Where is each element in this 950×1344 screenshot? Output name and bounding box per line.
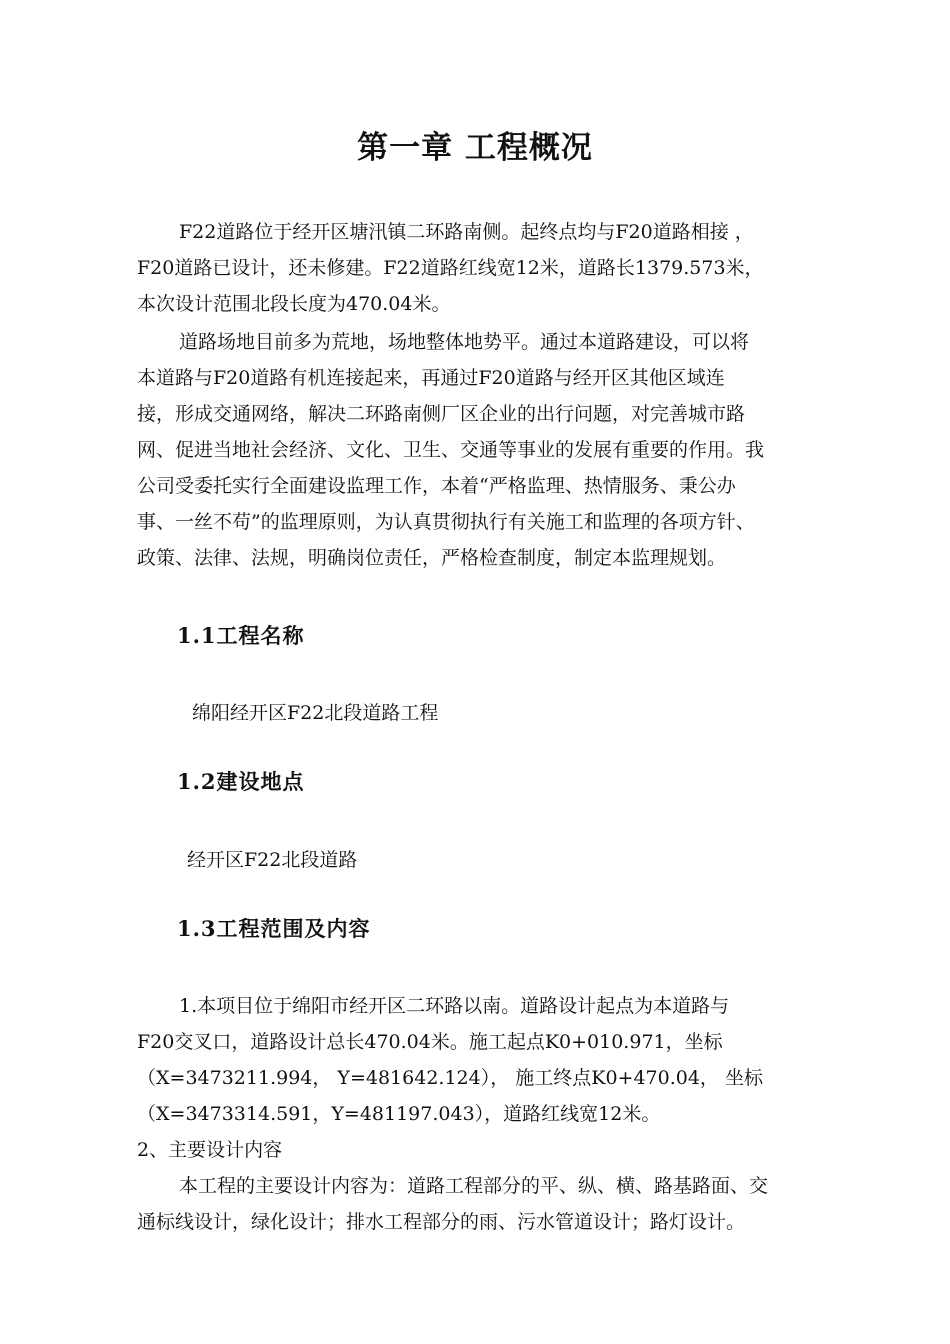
chapter-title: 第一章 工程概况 [357, 130, 593, 166]
intro-p2-line-7: 政策、法律、法规，明确岗位责任，严格检查制度，制定本监理规划。 [137, 547, 727, 569]
s3-line-1: 1.本项目位于绵阳市经开区二环路以南。道路设计起点为本道路与 [179, 995, 730, 1017]
intro-p1-line-3: 本次设计范围北段长度为470.04米。 [137, 293, 451, 315]
section-heading-1-3: 1.3工程范围及内容 [177, 916, 371, 941]
intro-p2-line-4: 网、促进当地社会经济、文化、卫生、交通等事业的发展有重要的作用。我 [137, 439, 765, 461]
intro-p1-line-2: F20道路已设计，还未修建。F22道路红线宽12米，道路长1379.573米， [137, 257, 764, 279]
section-1-3-content [137, 988, 841, 1240]
section-body-1-1: 绵阳经开区F22北段道路工程 [192, 702, 439, 724]
s3-line-4: （X=3473314.591，Y=481197.043），道路红线宽12米。 [137, 1103, 661, 1125]
intro-p2-line-1: 道路场地目前多为荒地，场地整体地势平。通过本道路建设，可以将 [179, 331, 750, 353]
section-heading-1-1: 1.1工程名称 [177, 623, 305, 648]
s3-line-2: F20交叉口，道路设计总长470.04米。施工起点K0+010.971，坐标 [137, 1031, 723, 1053]
intro-p2-line-6: 事、一丝不苟”的监理原则，为认真贯彻执行有关施工和监理的各项方针、 [137, 511, 755, 533]
intro-paragraph-2 [137, 324, 841, 576]
intro-p2-line-5: 公司受委托实行全面建设监理工作，本着“严格监理、热情服务、秉公办 [137, 475, 736, 497]
intro-paragraph-1 [137, 214, 841, 322]
s3-line-7: 通标线设计，绿化设计；排水工程部分的雨、污水管道设计；路灯设计。 [137, 1211, 746, 1233]
s3-line-3: （X=3473211.994， Y=481642.124）， 施工终点K0+470.04， 坐标 [137, 1067, 763, 1089]
intro-p2-line-3: 接，形成交通网络，解决二环路南侧厂区企业的出行问题，对完善城市路 [137, 403, 746, 425]
intro-p1-line-1: F22道路位于经开区塘汛镇二环路南侧。起终点均与F20道路相接 ， [179, 221, 754, 243]
section-body-1-2: 经开区F22北段道路 [187, 849, 358, 871]
s3-subheading-design: 2、主要设计内容 [137, 1139, 283, 1161]
section-heading-1-2: 1.2建设地点 [177, 769, 305, 794]
intro-p2-line-2: 本道路与F20道路有机连接起来，再通过F20道路与经开区其他区域连 [137, 367, 725, 389]
s3-line-6: 本工程的主要设计内容为：道路工程部分的平、纵、横、路基路面、交 [179, 1175, 769, 1197]
